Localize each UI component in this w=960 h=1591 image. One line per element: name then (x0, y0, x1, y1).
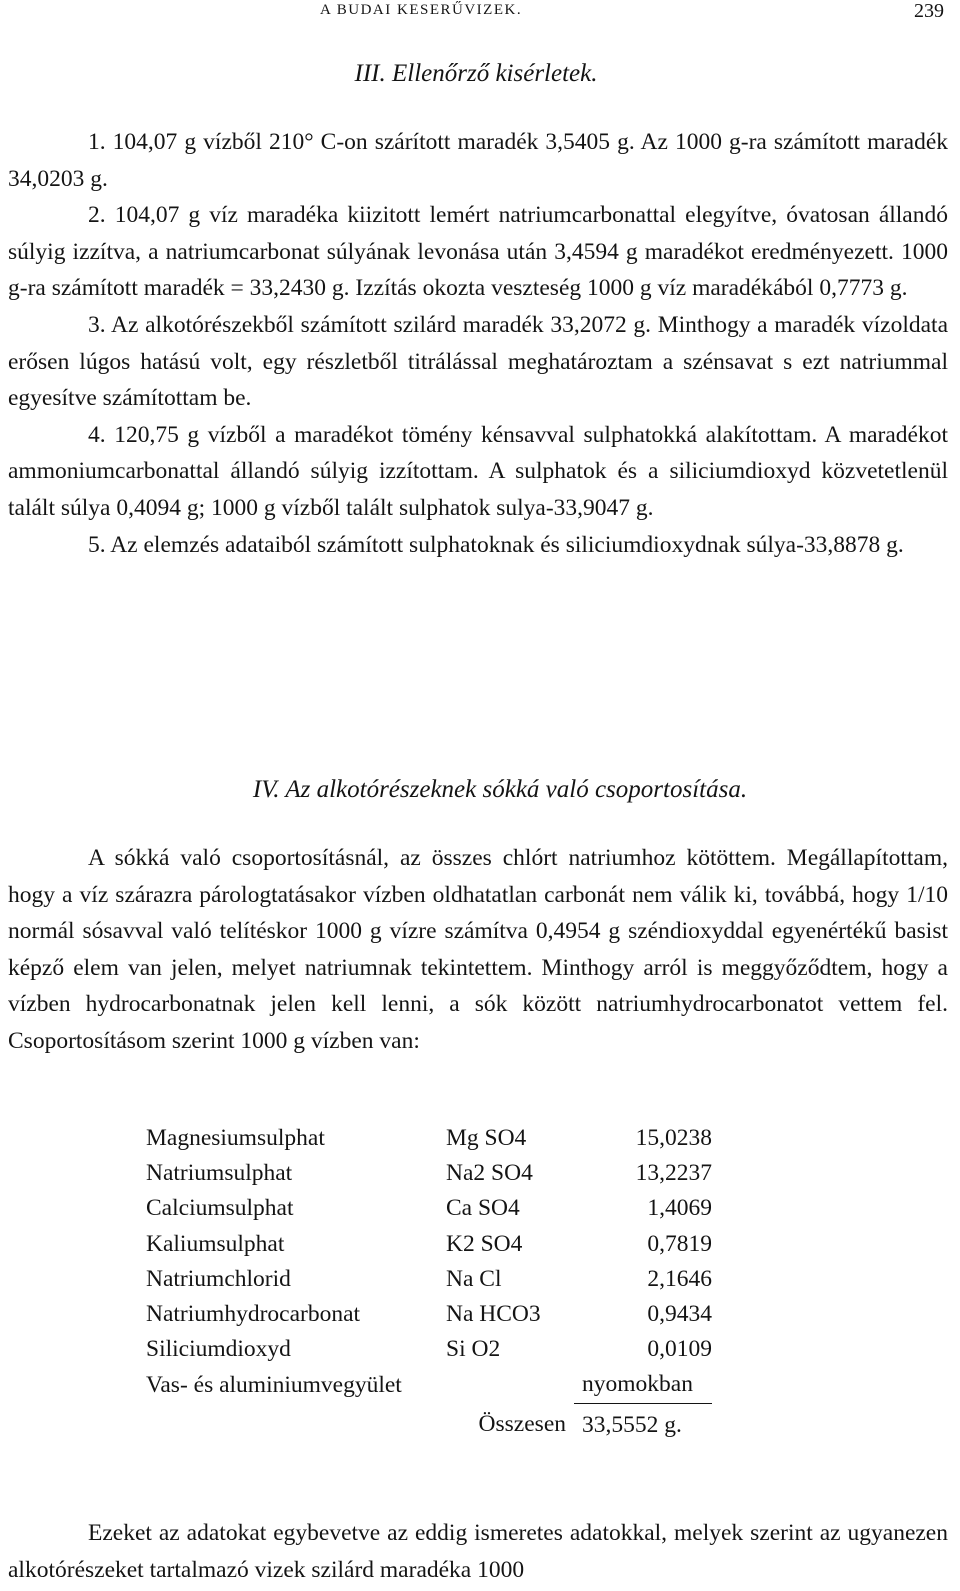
salt-formula: Si O2 (446, 1336, 501, 1363)
salts-table (146, 1121, 712, 1446)
salt-amount: 0,0109 (647, 1336, 712, 1363)
paragraph-5: 5. Az elemzés adataiból számított sulphatoknak és siliciumdioxydnak súlya-33,8878 g. (88, 531, 904, 558)
table-row (146, 1191, 712, 1226)
closing-body (8, 1515, 948, 1588)
salt-amount: 15,0238 (635, 1125, 712, 1151)
table-row (146, 1227, 712, 1262)
salt-name: Calciumsulphat (146, 1195, 294, 1222)
table-row (146, 1297, 712, 1332)
paragraph-2: 2. 104,07 g víz maradéka kiizitott lemért natriumcarbonattal elegyítve, óvatosan állandó súlyig izzítva, a natriumcarbonat súlyának levonása után 3,4594 g maradékot eredményezett. 1000 g-ra számított maradék = 33,2430 g. Izzítás okozta veszteség 1000 g víz maradékából 0,7773 g. (8, 202, 948, 302)
salt-formula: K2 SO4 (446, 1230, 523, 1257)
paragraph-4: 4. 120,75 g vízből a maradékot tömény kénsavval sulphatokká alakítottam. A maradékot ammoniumcarbonattal állandó súlyig izzítottam. A sulphatok és a siliciumdioxyd közvetetlenül talált súlya 0,4094 g; 1000 g vízből talált sulphatok sulya-33,9047 g. (8, 421, 948, 521)
salt-amount: 13,2237 (635, 1160, 712, 1187)
paragraph-closing: Ezeket az adatokat egybevetve az eddig ismeretes adatokkal, melyek szerint az ugyanezen alkotórészeket tartalmazó vizek szilárd maradéka 1000 (8, 1520, 948, 1583)
salt-name: Natriumchlorid (146, 1265, 291, 1292)
salt-amount: 1,4069 (647, 1195, 712, 1222)
paragraph-1: 1. 104,07 g vízből 210° C-on szárított maradék 3,5405 g. Az 1000 g-ra számított maradék 34,0203 g. (8, 129, 948, 192)
salt-name: Kaliumsulphat (146, 1230, 285, 1257)
salt-name: Siliciumdioxyd (146, 1336, 291, 1363)
salt-formula: Na Cl (446, 1265, 502, 1292)
salt-name: Natriumsulphat (146, 1160, 293, 1187)
table-row (146, 1121, 712, 1156)
section-heading-iii: III. Ellenőrző kisérletek. (354, 60, 598, 87)
salt-name: Vas- és aluminiumvegyület (146, 1371, 402, 1398)
salt-name: Natriumhydrocarbonat (146, 1301, 361, 1328)
salt-formula (446, 1367, 574, 1403)
page-number: 239 (914, 0, 944, 22)
table-row (146, 1262, 712, 1297)
paragraph-3: 3. Az alkotórészekből számított szilárd maradék 33,2072 g. Minthogy a maradék vízoldata erősen lúgos hatású volt, egy részletből titrálással meghatároztam a szénsavat s ezt natriummal egyesítve számítottam be. (8, 311, 948, 412)
total-value: 33,5552 g. (582, 1411, 682, 1438)
running-title: A BUDAI KESERŰVIZEK. (320, 2, 523, 18)
salt-formula: Na HCO3 (446, 1301, 541, 1328)
salt-amount: nyomokban (574, 1367, 712, 1403)
total-label: Összesen (478, 1411, 566, 1438)
table-row (146, 1156, 712, 1191)
salt-formula: Mg SO4 (446, 1125, 527, 1151)
salt-amount: 0,7819 (647, 1230, 712, 1257)
salt-formula: Ca SO4 (446, 1195, 520, 1222)
table-row (146, 1367, 712, 1403)
section-iii-body (8, 124, 948, 563)
salt-formula: Na2 SO4 (446, 1160, 533, 1187)
section-heading-iv: IV. Az alkotórészeknek sókká való csoportosítása. (252, 776, 748, 803)
section-iv-body (8, 840, 948, 1060)
paragraph-grouping: A sókká való csoportosításnál, az összes chlórt natriumhoz kötöttem. Megállapítottam, hogy a víz szárazra párologtatásakor vízben oldhatatlan carbonát nem válik ki, továbbá, hogy 1/10 normál sósavval való telítéskor 1000 g vízre számítva 0,4954 g széndioxyddal egyenértékű basist képző elem van jelen, melyet natriumnak tekintettem. Minthogy arról is meggyőződtem, hogy a vízben hydrocarbonatnak jelen kell lenni, a sók között natriumhydrocarbonatot vettem fel. Csoportosításom szerint 1000 g vízben van: (8, 845, 948, 1054)
salt-amount: 2,1646 (647, 1265, 712, 1292)
salt-name: Magnesiumsulphat (146, 1125, 325, 1151)
table-row (146, 1332, 712, 1367)
salt-amount: 0,9434 (647, 1301, 712, 1328)
total-row (146, 1403, 712, 1446)
